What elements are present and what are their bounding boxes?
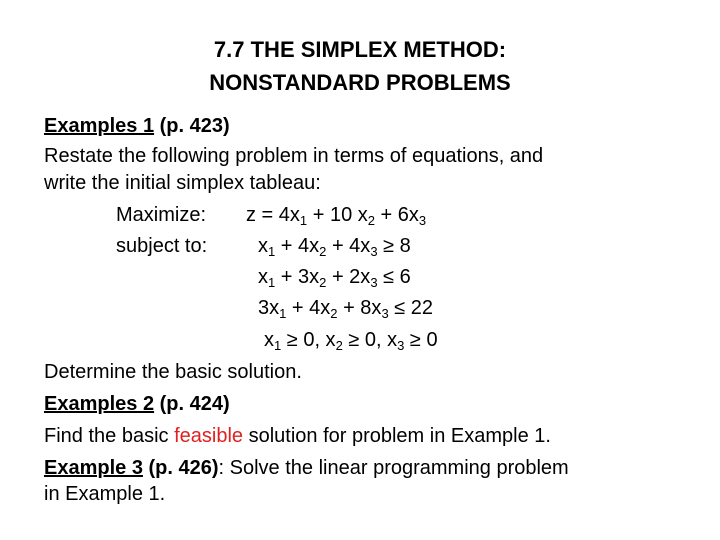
example-2-heading-line [44, 391, 230, 418]
example-2-text: Find the basic feasible solution for problem in Example 1. [44, 425, 551, 447]
example-1-heading-line [44, 113, 230, 140]
example-3-line-2: in Example 1. [44, 483, 166, 505]
example-1-page-ref: (p. 423) [154, 115, 230, 137]
constraint-3: $3x_1 + 4x_2 + 8x_3 \le 22$ [258, 297, 434, 321]
example-1-heading: Examples 1 [44, 115, 155, 137]
objective-function: $z = 4x_1 + 10$ $x_2 + 6x_3$ [246, 204, 427, 228]
constraint-1: $x_1 + 4x_2 + 4x_3 \ge 8$ [258, 235, 411, 259]
slide-title-line-1: 7.7 THE SIMPLEX METHOD: [213, 37, 507, 62]
example-1-text-line-1: Restate the following problem in terms of equations, and [44, 145, 544, 167]
example-2-page-ref: (p. 424) [154, 393, 230, 415]
example-1-closing: Determine the basic solution. [44, 361, 302, 383]
example-3-heading: Example 3 [44, 457, 143, 479]
subject-to-label: subject to: [116, 235, 208, 257]
constraint-2: $x_1 + 3x_2 + 2x_3 \le 6$ [258, 266, 411, 290]
nonnegativity-constraints: $x_1 \ge 0$, $x_2 \ge 0$, $x_3 \ge 0$ [264, 329, 438, 353]
slide-title-line-2: NONSTANDARD PROBLEMS [209, 70, 511, 95]
example-2-heading: Examples 2 [44, 393, 155, 415]
example-3-line-1: Example 3 (p. 426): Solve the linear programming problem [44, 457, 569, 479]
feasible-highlight: feasible [174, 425, 244, 447]
maximize-label: Maximize: [116, 204, 207, 226]
example-3-page-ref: (p. 426) [142, 457, 219, 479]
example-1-text-line-2: write the initial simplex tableau: [44, 172, 321, 194]
